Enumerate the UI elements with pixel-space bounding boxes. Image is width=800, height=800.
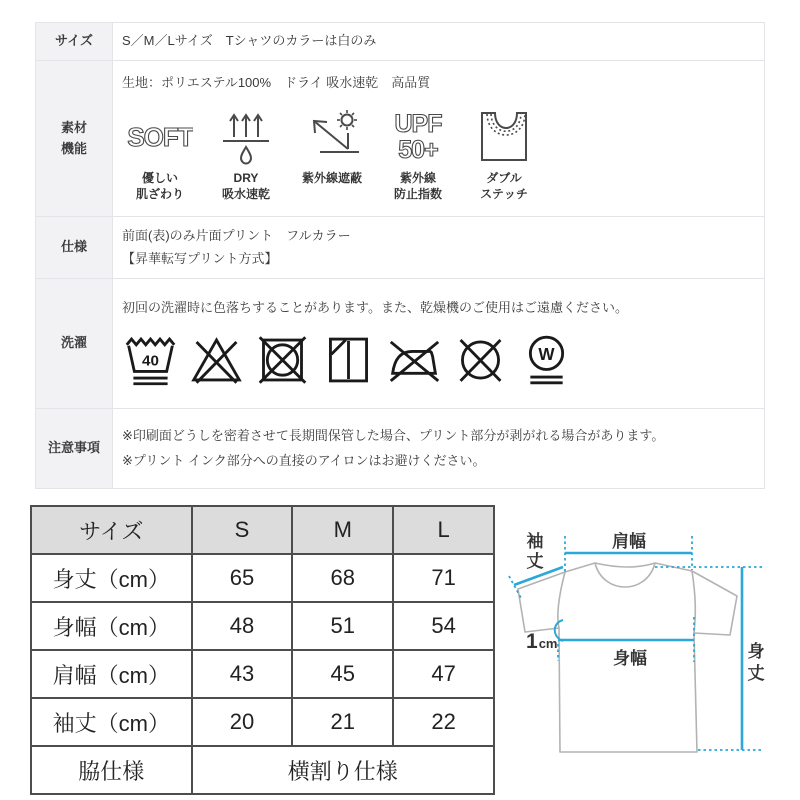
spec-label-size: サイズ	[36, 23, 113, 61]
spec-label-wash: 洗濯	[36, 279, 113, 409]
uv-shield-sun-arrow-icon	[302, 107, 362, 167]
dry-arrows-drop-icon	[216, 107, 276, 167]
size-header-s: S	[192, 506, 293, 554]
spec-table	[35, 22, 765, 489]
spec-label-print: 仕様	[36, 217, 113, 279]
size-header-label: サイズ	[31, 506, 192, 554]
body-width-label: 身幅	[613, 649, 647, 668]
feature-dry: DRY 吸水速乾	[210, 106, 282, 202]
table-row-sleeve-length: 袖丈（cm） 20 21 22	[31, 698, 494, 746]
size-table-header-row	[31, 506, 494, 554]
spec-value-material	[113, 61, 765, 217]
tshirt-measurement-diagram	[505, 505, 800, 800]
wet-clean-very-gentle-icon	[518, 330, 575, 390]
tshirt-diagram-svg	[505, 505, 800, 795]
svg-text:W: W	[538, 344, 555, 364]
laundry-symbols-row	[122, 330, 758, 390]
svg-text:50+: 50+	[398, 136, 438, 165]
spec-label-material: 素材 機能	[36, 61, 113, 217]
double-stitch-collar-icon	[474, 107, 534, 167]
sleeve-length-label-char2: 丈	[526, 552, 544, 571]
hem-note-label: 1cm	[526, 630, 558, 653]
soft-outline-text-icon	[127, 121, 193, 153]
svg-text:40: 40	[142, 352, 159, 370]
body-length-label-char2: 丈	[747, 664, 765, 683]
no-bleach-icon	[188, 330, 245, 390]
table-row-side-spec: 脇仕様 横割り仕様	[31, 746, 494, 794]
svg-text:SOFT: SOFT	[127, 122, 193, 153]
feature-upf: UPF 50+ 紫外線 防止指数	[382, 106, 454, 202]
no-iron-icon	[386, 330, 443, 390]
spec-row-notes	[36, 409, 765, 489]
size-table	[30, 505, 495, 795]
sleeve-length-label-char1: 袖	[526, 532, 544, 551]
size-header-m: M	[292, 506, 393, 554]
spec-row-wash	[36, 279, 765, 409]
material-text: 生地：ポリエステル100% ドライ 吸水速乾 高品質	[122, 75, 431, 91]
table-row-body-width: 身幅（cm） 48 51 54	[31, 602, 494, 650]
shoulder-width-label: 肩幅	[612, 532, 646, 551]
wash-text: 初回の洗濯時に色落ちすることがあります。また、乾燥機のご使用はご遠慮ください。	[122, 300, 628, 316]
body-length-label-char1: 身	[747, 642, 765, 661]
feature-double-stitch: ダブル ステッチ	[468, 106, 540, 202]
spec-label-notes: 注意事項	[36, 409, 113, 489]
spec-value-print: 前面(表)のみ片面プリント フルカラー 【昇華転写プリント方式】	[113, 217, 765, 279]
spec-value-notes: ※印刷面どうしを密着させて長期間保管した場合、プリント部分が剥がれる場合があります。 ※プリント インク部分への直接のアイロンはお避けください。	[113, 409, 765, 489]
size-header-l: L	[393, 506, 494, 554]
feature-uv-shield: 紫外線遮蔽	[296, 106, 368, 202]
size-section	[30, 505, 800, 800]
feature-soft: SOFT 優しい 肌ざわり	[127, 122, 193, 202]
feature-icons-row	[124, 106, 758, 202]
spec-row-size	[36, 23, 765, 61]
no-tumble-dry-icon	[254, 330, 311, 390]
line-dry-in-shade-icon	[320, 330, 377, 390]
svg-text:UPF: UPF	[394, 110, 442, 139]
table-row-shoulder-width: 肩幅（cm） 43 45 47	[31, 650, 494, 698]
upf-50-outline-text-icon	[387, 110, 449, 164]
no-dry-clean-icon	[452, 330, 509, 390]
side-spec-value: 横割り仕様	[192, 746, 494, 794]
spec-row-print	[36, 217, 765, 279]
spec-row-material	[36, 61, 765, 217]
spec-value-wash	[113, 279, 765, 409]
table-row-body-length: 身丈（cm） 65 68 71	[31, 554, 494, 602]
wash-40-very-gentle-icon	[122, 330, 179, 390]
spec-value-size: S／M／Lサイズ Tシャツのカラーは白のみ	[113, 23, 765, 61]
